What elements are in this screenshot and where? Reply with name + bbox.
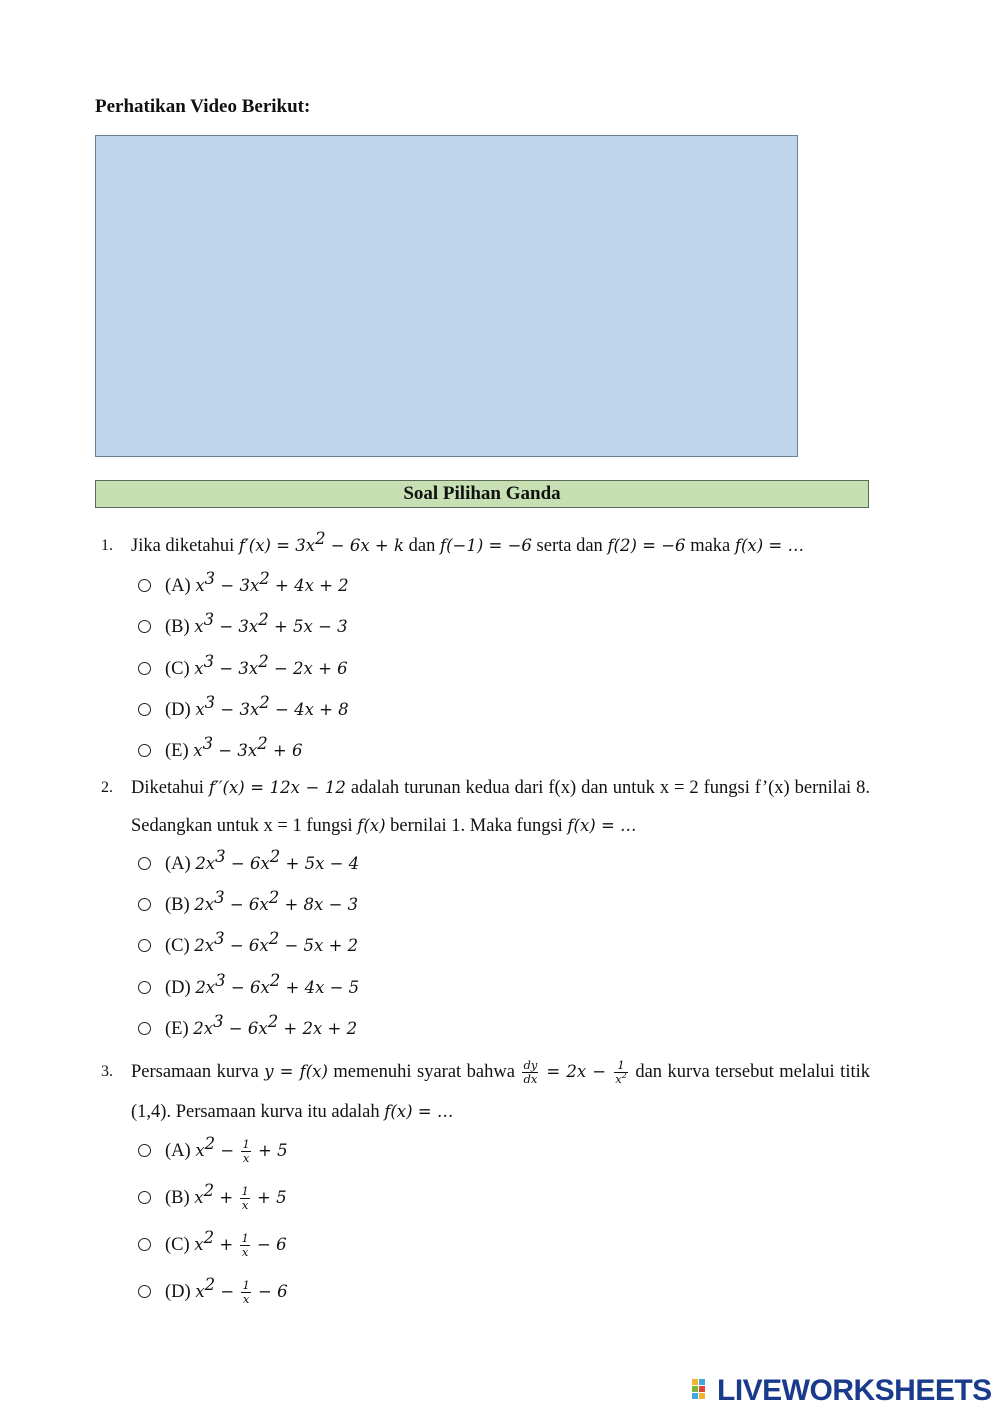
option-3a[interactable]: (A) $x^2$ − $\frac{1}{x}$ + 5 [138, 1138, 288, 1165]
question-2 [95, 769, 870, 845]
fraction: $\frac{1}{x}$ [242, 1278, 250, 1307]
radio-icon[interactable] [138, 898, 151, 911]
question-text: Diketahui f′′(x) = 12x − 12 adalah turunan kedua dari f(x) dan untuk x = 2 fungsi f’(x) bernilai 8. Sedangkan untuk x = 1 fungsi f(x) bernilai 1. Maka fungsi f(x) = … [131, 778, 870, 836]
question-number: 1. [101, 537, 113, 554]
radio-icon[interactable] [138, 1191, 151, 1204]
radio-icon[interactable] [138, 857, 151, 870]
radio-icon[interactable] [138, 703, 151, 716]
option-3d[interactable]: (D) $x^2$ − $\frac{1}{x}$ − 6 [138, 1279, 288, 1306]
radio-icon[interactable] [138, 662, 151, 675]
option-1c[interactable]: (C) $x^3 - 3x^2 - 2x + 6$ [138, 656, 348, 682]
question-text: Persamaan kurva y = f(x) memenuhi syarat bahwa $\frac{dy}{dx}$ = 2x − $\frac{1}{x^2}$ dan kurva tersebut melalui titik (1,4). Persamaan kurva itu adalah f(x) = … [131, 1058, 870, 1122]
fraction: $\frac{1}{x}$ [242, 1137, 250, 1166]
radio-icon[interactable] [138, 1022, 151, 1035]
question-number: 3. [101, 1063, 113, 1080]
option-1a[interactable]: (A) $x^3 - 3x^2 + 4x + 2$ [138, 573, 349, 599]
fraction: $\frac{1}{x}$ [241, 1184, 249, 1213]
question-1 [95, 527, 870, 565]
radio-icon[interactable] [138, 620, 151, 633]
option-3b[interactable]: (B) $x^2$ + $\frac{1}{x}$ + 5 [138, 1185, 287, 1212]
fraction: $\frac{1}{x^2}$ [615, 1058, 627, 1087]
brand-name: LIVEWORKSHEETS [717, 1374, 992, 1407]
fraction: $\frac{1}{x}$ [241, 1231, 249, 1260]
page-heading: Perhatikan Video Berikut: [95, 96, 311, 117]
option-1d[interactable]: (D) $x^3 - 3x^2 - 4x + 8$ [138, 697, 349, 723]
question-number: 2. [101, 779, 113, 796]
question-text: Jika diketahui $f'(x) = 3x^2 - 6x + k$ dan f(−1) = −6 serta dan f(2) = −6 maka f(x) = … [131, 529, 804, 556]
fraction: $\frac{dy}{dx}$ [523, 1058, 538, 1087]
option-2b[interactable]: (B) $2x^3 - 6x^2 + 8x - 3$ [138, 892, 358, 918]
radio-icon[interactable] [138, 939, 151, 952]
option-1e[interactable]: (E) $x^3 - 3x^2 + 6$ [138, 738, 303, 764]
section-title: Soal Pilihan Ganda [95, 480, 869, 508]
brand-logo [692, 1374, 992, 1408]
option-2d[interactable]: (D) $2x^3 - 6x^2 + 4x - 5$ [138, 975, 359, 1001]
liveworksheets-logo-icon [692, 1377, 714, 1403]
option-3c[interactable]: (C) $x^2$ + $\frac{1}{x}$ − 6 [138, 1232, 287, 1259]
radio-icon[interactable] [138, 744, 151, 757]
question-3 [95, 1052, 870, 1132]
option-2a[interactable]: (A) $2x^3 - 6x^2 + 5x - 4$ [138, 851, 359, 877]
radio-icon[interactable] [138, 1144, 151, 1157]
radio-icon[interactable] [138, 1238, 151, 1251]
option-2e[interactable]: (E) $2x^3 - 6x^2 + 2x + 2$ [138, 1016, 357, 1042]
radio-icon[interactable] [138, 1285, 151, 1298]
radio-icon[interactable] [138, 981, 151, 994]
video-placeholder[interactable] [95, 135, 798, 457]
option-2c[interactable]: (C) $2x^3 - 6x^2 - 5x + 2$ [138, 933, 358, 959]
option-1b[interactable]: (B) $x^3 - 3x^2 + 5x - 3$ [138, 614, 348, 640]
radio-icon[interactable] [138, 579, 151, 592]
